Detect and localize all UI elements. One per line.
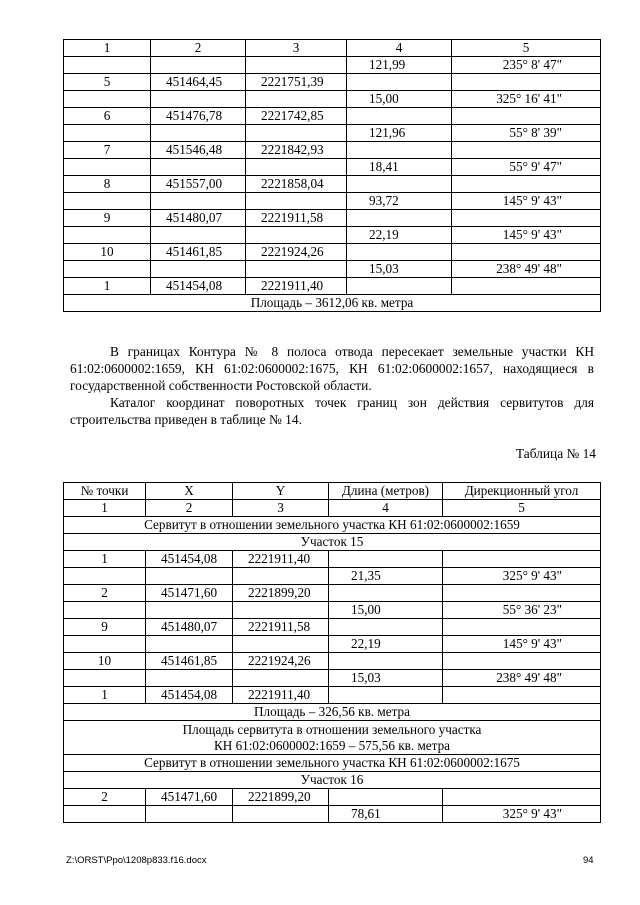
x-coordinate-cell [146,602,233,619]
angle-cell [443,687,601,704]
length-cell [347,74,452,91]
y-coordinate-cell [246,125,347,142]
table-row [64,210,601,227]
y-coordinate-cell: 2221899,20 [233,789,329,806]
x-coordinate-cell [146,670,233,687]
column-number-cell: 4 [329,500,443,517]
length-cell [347,176,452,193]
point-number-cell: 7 [64,142,151,159]
table-row [64,227,601,244]
table-row [64,636,601,653]
x-coordinate-cell [146,806,233,823]
angle-cell [452,176,601,193]
y-coordinate-cell [246,227,347,244]
column-number-cell: 5 [443,500,601,517]
length-cell: 15,03 [329,670,443,687]
x-coordinate-cell [151,125,246,142]
table-row [64,108,601,125]
column-number-cell: 2 [146,500,233,517]
merged-row-line: Площадь сервитута в отношении земельного участка [182,721,482,737]
x-coordinate-cell [146,636,233,653]
angle-cell [452,210,601,227]
point-number-cell [64,91,151,108]
x-coordinate-cell: 451471,60 [146,585,233,602]
table-row [64,602,601,619]
point-number-cell: 10 [64,653,146,670]
y-coordinate-cell: 2221911,40 [233,551,329,568]
point-number-cell [64,806,146,823]
table-row [64,789,601,806]
length-cell [347,210,452,227]
column-number-cell: 4 [347,40,452,57]
table-row [64,142,601,159]
x-coordinate-cell [151,193,246,210]
x-coordinate-cell [151,91,246,108]
x-coordinate-cell: 451471,60 [146,789,233,806]
length-cell [329,653,443,670]
x-coordinate-cell: 451480,07 [151,210,246,227]
table-row [64,755,601,772]
point-number-cell: 2 [64,789,146,806]
y-coordinate-cell: 2221858,04 [246,176,347,193]
column-number-cell: 3 [233,500,329,517]
footer-page-number: 94 [583,855,594,866]
y-coordinate-cell: 2221924,26 [246,244,347,261]
y-coordinate-cell [233,636,329,653]
merged-row-line: КН 61:02:0600002:1659 – 575,56 кв. метра [213,737,451,753]
length-cell: 121,96 [347,125,452,142]
point-number-cell [64,636,146,653]
table-row [64,74,601,91]
coordinates-table-14 [63,482,601,823]
merged-row-cell: Площадь – 3612,06 кв. метра [64,295,601,312]
x-coordinate-cell [146,568,233,585]
angle-cell [443,653,601,670]
merged-row-cell: Сервитут в отношении земельного участка КН 61:02:0600002:1675 [64,755,601,772]
point-number-cell: 5 [64,74,151,91]
x-coordinate-cell: 451454,08 [146,687,233,704]
y-coordinate-cell: 2221742,85 [246,108,347,125]
length-cell: 18,41 [347,159,452,176]
length-cell: 121,99 [347,57,452,74]
point-number-cell: 1 [64,278,151,295]
x-coordinate-cell: 451464,45 [151,74,246,91]
length-cell: 93,72 [347,193,452,210]
footer-file-path: Z:\ORST\Ppo\1208p833.f16.docx [66,855,207,866]
point-number-cell: 9 [64,619,146,636]
y-coordinate-cell [246,91,347,108]
table-row [64,619,601,636]
point-number-cell: 10 [64,244,151,261]
angle-cell [452,108,601,125]
length-cell: 22,19 [347,227,452,244]
length-cell [347,278,452,295]
point-number-cell: 8 [64,176,151,193]
angle-cell: 55° 9' 47" [452,159,601,176]
x-coordinate-cell: 451480,07 [146,619,233,636]
length-cell: 21,35 [329,568,443,585]
table-row [64,721,601,755]
x-coordinate-cell: 451476,78 [151,108,246,125]
table-row [64,176,601,193]
angle-cell: 145° 9' 43" [452,193,601,210]
length-cell [329,585,443,602]
length-cell: 15,00 [347,91,452,108]
point-number-cell [64,261,151,278]
point-number-cell: 2 [64,585,146,602]
angle-cell [452,244,601,261]
x-coordinate-cell [151,261,246,278]
x-coordinate-cell: 451461,85 [151,244,246,261]
point-number-cell [64,57,151,74]
point-number-cell: 1 [64,687,146,704]
length-cell: 22,19 [329,636,443,653]
angle-cell [452,142,601,159]
column-number-row [64,500,601,517]
angle-cell: 238° 49' 48" [452,261,601,278]
point-number-cell [64,193,151,210]
y-coordinate-cell: 2221911,58 [233,619,329,636]
angle-cell: 325° 9' 43" [443,806,601,823]
column-number-cell: 1 [64,500,146,517]
y-coordinate-cell [246,261,347,278]
x-coordinate-cell: 451454,08 [146,551,233,568]
point-number-cell [64,125,151,142]
y-coordinate-cell: 2221924,26 [233,653,329,670]
y-coordinate-cell [233,602,329,619]
table-row [64,806,601,823]
angle-cell: 238° 49' 48" [443,670,601,687]
y-coordinate-cell [246,57,347,74]
y-coordinate-cell: 2221899,20 [233,585,329,602]
y-coordinate-cell [246,193,347,210]
y-coordinate-cell [233,568,329,585]
table-row [64,125,601,142]
y-coordinate-cell: 2221911,40 [246,278,347,295]
column-number-row [64,40,601,57]
table-row [64,551,601,568]
y-coordinate-cell: 2221911,40 [233,687,329,704]
length-cell [347,108,452,125]
angle-cell: 325° 9' 43" [443,568,601,585]
column-number-cell: 2 [151,40,246,57]
paragraph-contour-8-text: В границах Контура № 8 полоса отвода пересекает земельные участки КН 61:02:0600002:1659, КН 61:02:0600002:1675, КН 61:02:0600002:1657, находящиеся в государственной собственности Ростовской области. [70,344,594,393]
paragraph-catalog-text: Каталог координат поворотных точек границ зон действия сервитутов для строительства приведен в таблице № 14. [70,395,594,427]
column-number-cell: 3 [246,40,347,57]
point-number-cell [64,568,146,585]
column-number-cell: 1 [64,40,151,57]
angle-cell: 235° 8' 47" [452,57,601,74]
table-row [64,159,601,176]
angle-cell: 145° 9' 43" [452,227,601,244]
point-number-cell [64,602,146,619]
x-coordinate-cell [151,159,246,176]
table-row [64,278,601,295]
point-number-cell: 9 [64,210,151,227]
length-cell: 15,03 [347,261,452,278]
table-row [64,261,601,278]
angle-cell [452,278,601,295]
length-cell [347,142,452,159]
table-row [64,670,601,687]
y-coordinate-cell: 2221751,39 [246,74,347,91]
length-cell [329,619,443,636]
point-number-cell: 6 [64,108,151,125]
y-coordinate-cell: 2221842,93 [246,142,347,159]
table-row [64,57,601,74]
angle-cell: 145° 9' 43" [443,636,601,653]
point-number-cell: 1 [64,551,146,568]
x-coordinate-cell: 451557,00 [151,176,246,193]
angle-cell: 55° 8' 39" [452,125,601,142]
merged-row-cell: Площадь – 326,56 кв. метра [64,704,601,721]
y-coordinate-cell: 2221911,58 [246,210,347,227]
column-header-cell: X [146,483,233,500]
table-row [64,534,601,551]
table-row [64,687,601,704]
merged-row-cell [64,721,601,755]
table-row [64,653,601,670]
column-header-cell: Y [233,483,329,500]
point-number-cell [64,227,151,244]
table-row [64,295,601,312]
column-number-cell: 5 [452,40,601,57]
paragraph-catalog [70,394,594,428]
table-row [64,704,601,721]
x-coordinate-cell [151,57,246,74]
angle-cell [443,551,601,568]
angle-cell [443,789,601,806]
table-row [64,91,601,108]
table-row [64,244,601,261]
angle-cell [443,619,601,636]
point-number-cell [64,159,151,176]
x-coordinate-cell: 451454,08 [151,278,246,295]
column-header-row [64,483,601,500]
x-coordinate-cell [151,227,246,244]
x-coordinate-cell: 451546,48 [151,142,246,159]
length-cell: 15,00 [329,602,443,619]
table-row [64,517,601,534]
table-row [64,193,601,210]
paragraph-contour-8 [70,343,594,394]
angle-cell: 55° 36' 23" [443,602,601,619]
angle-cell: 325° 16' 41" [452,91,601,108]
length-cell [329,789,443,806]
angle-cell [452,74,601,91]
y-coordinate-cell [246,159,347,176]
length-cell [329,551,443,568]
table-row [64,585,601,602]
x-coordinate-cell: 451461,85 [146,653,233,670]
y-coordinate-cell [233,670,329,687]
column-header-cell: Дирекционный угол [443,483,601,500]
merged-row-cell: Участок 15 [64,534,601,551]
length-cell [329,687,443,704]
y-coordinate-cell [233,806,329,823]
table-14-caption: Таблица № 14 [515,446,596,461]
column-header-cell: Длина (метров) [329,483,443,500]
table-row [64,772,601,789]
angle-cell [443,585,601,602]
length-cell: 78,61 [329,806,443,823]
point-number-cell [64,670,146,687]
length-cell [347,244,452,261]
merged-row-cell: Участок 16 [64,772,601,789]
column-header-cell: № точки [64,483,146,500]
coordinates-table-13 [63,39,601,312]
merged-row-cell: Сервитут в отношении земельного участка КН 61:02:0600002:1659 [64,517,601,534]
table-row [64,568,601,585]
